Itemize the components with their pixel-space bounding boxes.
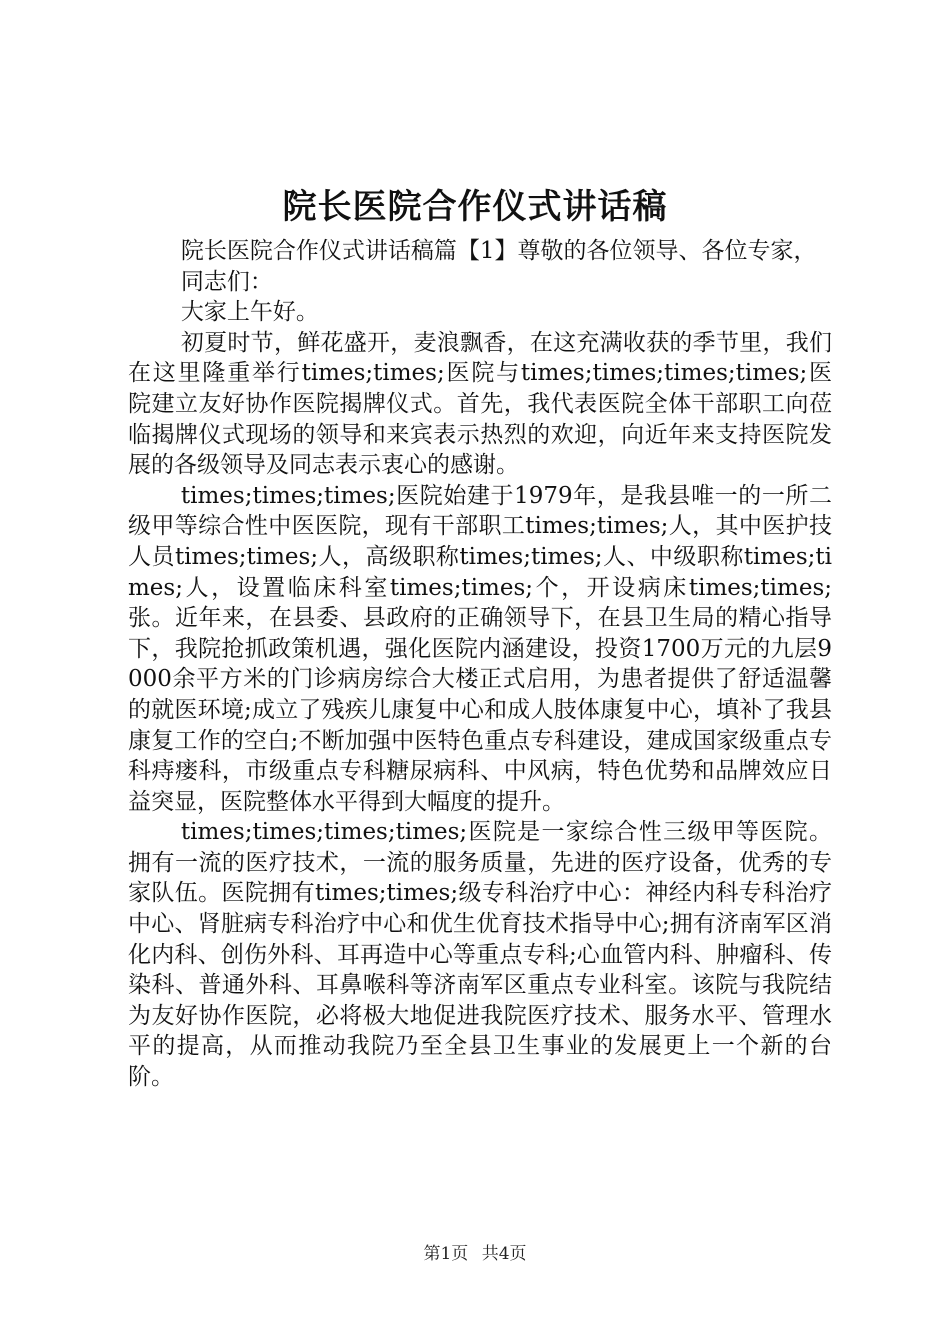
document-title: 院长医院合作仪式讲话稿 xyxy=(282,187,668,227)
page-footer xyxy=(0,1243,950,1265)
paragraph-hospital-history: times;times;times;医院始建于1979年，是我县唯一的一所二级甲等综合性中医医院，现有干部职工times;times;人，其中医护技人员times;times;人，高级职称times;times;人、中级职称times;times;人，设置临床科室times;times;个，开设病床times;times;张。近年来，在县委、县政府的正确领导下，在县卫生局的精心指导下，我院抢抓政策机遇，强化医院内涵建设，投资1700万元的九层9000余平方米的门诊病房综合大楼正式启用，为患者提供了舒适温馨的就医环境;成立了残疾儿康复中心和成人肢体康复中心，填补了我县康复工作的空白;不断加强中医特色重点专科建设，建成国家级重点专科痔瘘科，市级重点专科糖尿病科、中风病，特色优势和品牌效应日益突显，医院整体水平得到大幅度的提升。 xyxy=(128,482,832,815)
page-total: 共4页 xyxy=(481,1244,527,1264)
paragraph-salutation: 同志们： xyxy=(180,268,273,295)
paragraph-opening: 初夏时节，鲜花盛开，麦浪飘香，在这充满收获的季节里，我们在这里隆重举行times;times;医院与times;times;times;times;医院建立友好协作医院揭牌仪式。首先，我代表医院全体干部职工向莅临揭牌仪式现场的领导和来宾表示热烈的欢迎，向近年来支持医院发展的各级领导及同志表示衷心的感谢。 xyxy=(128,329,832,479)
paragraph-partner-hospital: times;times;times;times;医院是一家综合性三级甲等医院。拥有一流的医疗技术，一流的服务质量，先进的医疗设备，优秀的专家队伍。医院拥有times;times;级专科治疗中心：神经内科专科治疗中心、肾脏病专科治疗中心和优生优育技术指导中心;拥有济南军区消化内科、创伤外科、耳再造中心等重点专科;心血管内科、肿瘤科、传染科、普通外科、耳鼻喉科等济南军区重点专业科室。该院与我院结为友好协作医院，必将极大地促进我院医疗技术、服务水平、管理水平的提高，从而推动我院乃至全县卫生事业的发展更上一个新的台阶。 xyxy=(128,819,832,1091)
paragraph-greeting: 院长医院合作仪式讲话稿篇【1】尊敬的各位领导、各位专家， xyxy=(180,238,817,264)
paragraph-good-morning: 大家上午好。 xyxy=(180,299,319,326)
document-body xyxy=(128,236,832,1093)
page-number: 第1页 xyxy=(423,1244,469,1264)
